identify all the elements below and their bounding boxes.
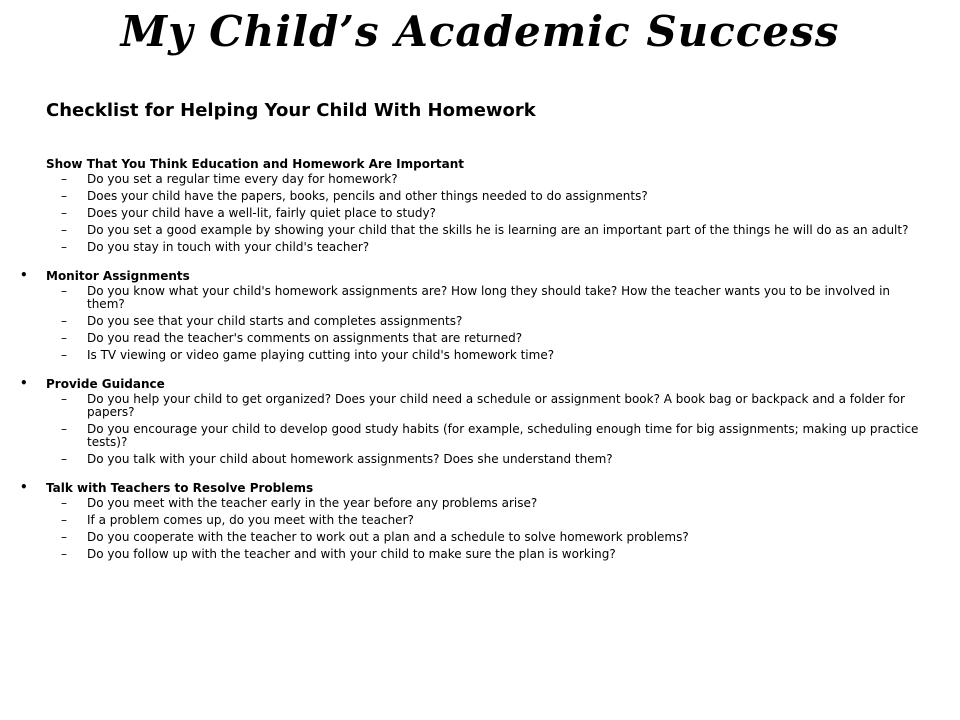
list-item — [0, 315, 960, 328]
page-title: My Child’s Academic Success — [120, 7, 840, 56]
section-heading: Show That You Think Education and Homework Are Important — [46, 157, 464, 171]
dash-marker: – — [61, 189, 67, 203]
item-text: Do you cooperate with the teacher to work out a plan and a schedule to solve homework problems? — [87, 530, 689, 544]
section-heading — [0, 375, 960, 393]
dash-marker: – — [61, 422, 67, 436]
list-item — [0, 531, 960, 544]
section-heading-text: Monitor Assignments — [46, 269, 190, 283]
section-heading-text: Provide Guidance — [46, 377, 165, 391]
dash-marker: – — [61, 348, 67, 362]
dash-marker: – — [61, 172, 67, 186]
dash-marker: – — [61, 530, 67, 544]
list-item — [0, 423, 960, 449]
list-item — [0, 393, 960, 419]
item-text: Do you set a good example by showing your child that the skills he is learning are an important part of the things he will do as an adult? — [87, 223, 909, 237]
dash-marker: – — [61, 547, 67, 561]
list-item — [0, 241, 960, 254]
list-item — [0, 497, 960, 510]
item-text: Do you stay in touch with your child's teacher? — [87, 240, 370, 254]
item-text: Do you read the teacher's comments on assignments that are returned? — [87, 331, 523, 345]
item-text: Do you talk with your child about homework assignments? Does she understand them? — [87, 452, 613, 466]
item-text: Is TV viewing or video game playing cutting into your child's homework time? — [87, 348, 555, 362]
dash-marker: – — [61, 284, 67, 298]
dash-marker: – — [61, 513, 67, 527]
item-text: If a problem comes up, do you meet with the teacher? — [87, 513, 414, 527]
dash-marker: – — [61, 206, 67, 220]
list-item — [0, 285, 960, 311]
list-item — [0, 224, 960, 237]
bullet-marker: • — [20, 376, 28, 390]
item-text: Do you encourage your child to develop good study habits (for example, scheduling enough time for big assignments; making up practice tests)? — [87, 422, 919, 449]
list-item — [0, 548, 960, 561]
section-provide-guidance — [0, 375, 960, 466]
dash-marker: – — [61, 240, 67, 254]
list-item — [0, 207, 960, 220]
item-text: Does your child have the papers, books, pencils and other things needed to do assignments? — [87, 189, 648, 203]
checklist-subtitle: Checklist for Helping Your Child With Homework — [46, 100, 536, 121]
section-heading-text: Talk with Teachers to Resolve Problems — [46, 481, 314, 495]
item-text: Do you know what your child's homework assignments are? How long they should take? How the teacher wants you to be involved in them? — [87, 284, 891, 311]
list-item — [0, 332, 960, 345]
section-heading — [0, 267, 960, 285]
item-text: Do you see that your child starts and completes assignments? — [87, 314, 463, 328]
list-item — [0, 453, 960, 466]
dash-marker: – — [61, 314, 67, 328]
list-item — [0, 190, 960, 203]
section-heading — [0, 479, 960, 497]
section-monitor-assignments — [0, 267, 960, 362]
item-text: Do you help your child to get organized? Does your child need a schedule or assignment book? A book bag or backpack and a folder for papers? — [87, 392, 905, 419]
bullet-marker: • — [20, 268, 28, 282]
dash-marker: – — [61, 392, 67, 406]
item-text: Do you set a regular time every day for homework? — [87, 172, 398, 186]
section-talk-with-teachers — [0, 479, 960, 561]
item-text: Does your child have a well-lit, fairly quiet place to study? — [87, 206, 436, 220]
list-item — [0, 349, 960, 362]
checklist-content — [0, 155, 960, 565]
list-item — [0, 514, 960, 527]
dash-marker: – — [61, 496, 67, 510]
item-text: Do you follow up with the teacher and with your child to make sure the plan is working? — [87, 547, 616, 561]
list-item — [0, 173, 960, 186]
bullet-marker: • — [20, 480, 28, 494]
dash-marker: – — [61, 223, 67, 237]
dash-marker: – — [61, 452, 67, 466]
section-show-importance — [0, 155, 960, 254]
item-text: Do you meet with the teacher early in the year before any problems arise? — [87, 496, 538, 510]
dash-marker: – — [61, 331, 67, 345]
